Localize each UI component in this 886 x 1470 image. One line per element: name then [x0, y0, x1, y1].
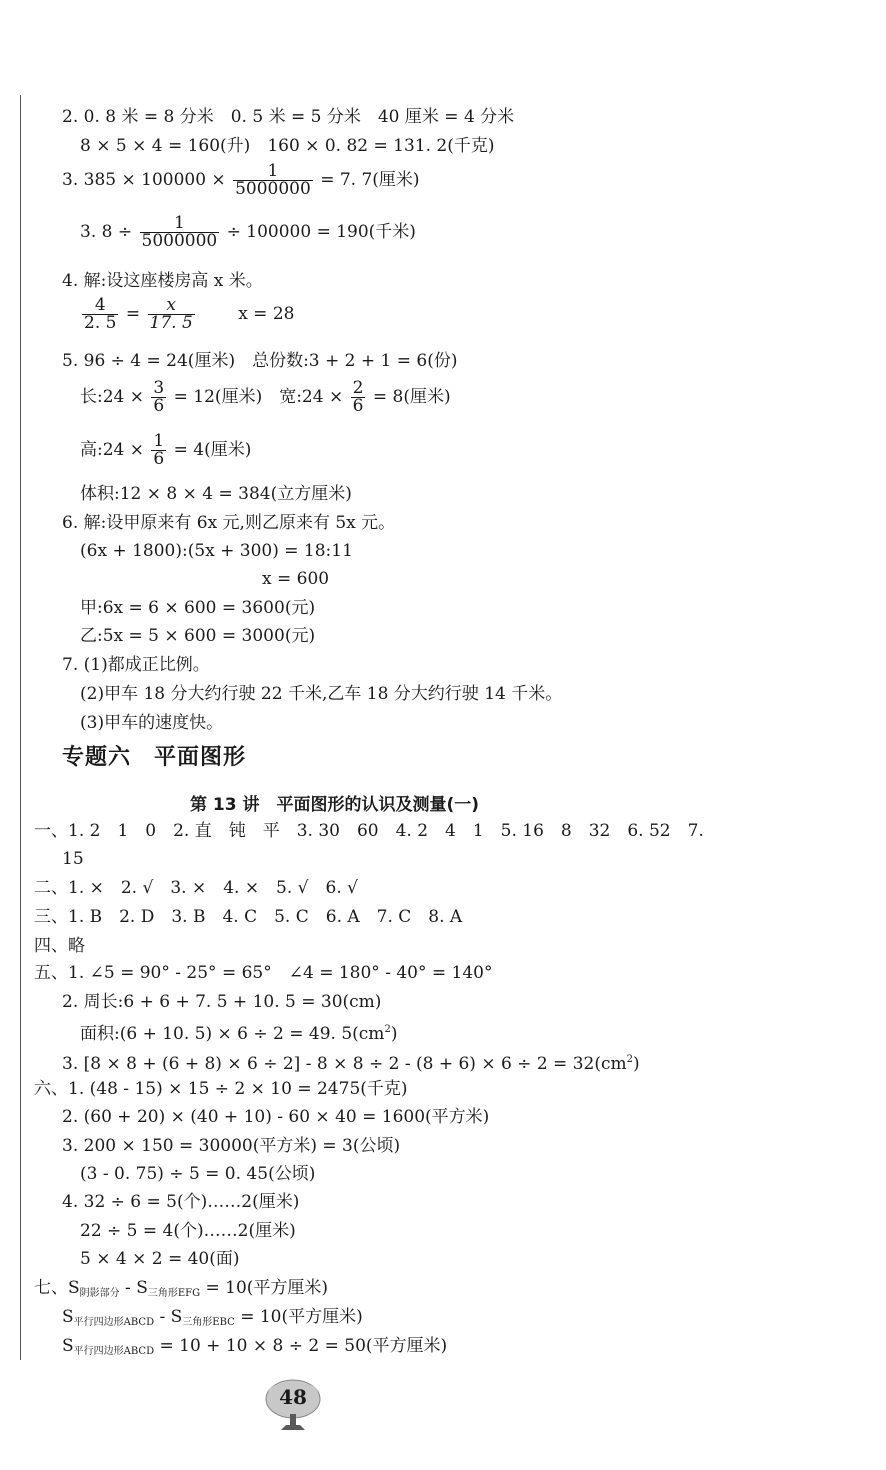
answer-line: 5. 96 ÷ 4 = 24(厘米) 总份数:3 + 2 + 1 = 6(份): [62, 351, 458, 371]
answer-line-fraction: 3. 385 × 100000 × $\frac{1}{5000000}$ = 7. 7(厘米): [62, 161, 420, 199]
fraction: $\frac{1}{5000000}$: [235, 161, 311, 199]
fraction: $\frac{2}{6}$: [352, 378, 364, 416]
answer-line: 7. (1)都成正比例。: [62, 655, 210, 675]
answer-line: 3. 200 × 150 = 30000(平方米) = 3(公顷): [62, 1136, 401, 1156]
answer-line: x = 600: [262, 569, 330, 589]
fraction: $\frac{4}{2. 5}$: [84, 295, 117, 333]
answer-line: 3. $[8 \times 8 + (6 + 8) \times 6 \div 2] - 8 \times 8 \div 2 - (8 + 6) \times 6 \div 2 = 32(cm^2)$: [62, 1054, 640, 1074]
answer-line: 8 × 5 × 4 = 160(升) 160 × 0. 82 = 131. 2(千克): [80, 136, 495, 156]
answer-line: 6. 解:设甲原来有 6x 元,则乙原来有 5x 元。: [62, 513, 396, 533]
lecture-heading: 第 13 讲 平面图形的认识及测量(一): [190, 795, 480, 815]
answer-line: 4. 解:设这座楼房高 x 米。: [62, 271, 263, 291]
answer-line: 二、1. × 2. √ 3. × 4. × 5. √ 6. √: [34, 878, 358, 898]
answer-line: $S_{平行四边形ABCD} - S_{三角形EBC} = 10$(平方厘米): [62, 1307, 363, 1328]
answer-line: 四、略: [34, 936, 85, 956]
answer-line: 22 ÷ 5 = 4(个)……2(厘米): [80, 1221, 296, 1241]
fraction: $\frac{x}{17. 5}$: [149, 295, 193, 333]
answer-line: 一、1. 2 1 0 2. 直 钝 平 3. 30 60 4. 2 4 1 5. 16 8 32 6. 52 7.: [34, 821, 704, 841]
section-heading: 专题六 平面图形: [62, 745, 247, 770]
fraction: $\frac{1}{5000000}$: [141, 213, 218, 251]
answer-line: 乙:5x = 5 × 600 = 3000(元): [80, 626, 316, 646]
fraction: $\frac{1}{6}$: [153, 431, 165, 469]
margin-rule: [20, 95, 21, 1360]
answer-line: 5 × 4 × 2 = 40(面): [80, 1249, 240, 1269]
answer-line: (3)甲车的速度快。: [80, 713, 224, 733]
fraction: $\frac{3}{6}$: [153, 378, 165, 416]
answer-line: 2. (60 + 20) × (40 + 10) - 60 × 40 = 1600(平方米): [62, 1107, 490, 1127]
answer-line: $S_{平行四边形ABCD} = 10 + 10 \times 8 \div 2 = 50$(平方厘米): [62, 1336, 448, 1357]
answer-line-fraction: 高:24 × $\frac{1}{6}$ = 4(厘米): [80, 431, 252, 469]
answer-line: 体积:12 × 8 × 4 = 384(立方厘米): [80, 484, 352, 504]
answer-line: 六、1. (48 - 15) × 15 ÷ 2 × 10 = 2475(千克): [34, 1079, 408, 1099]
answer-line-fraction: 3. 8 ÷ $\frac{1}{5000000}$ ÷ 100000 = 190(千米): [80, 213, 416, 251]
answer-line: (2)甲车 18 分大约行驶 22 千米,乙车 18 分大约行驶 14 千米。: [80, 684, 563, 704]
answer-line: 三、1. B 2. D 3. B 4. C 5. C 6. A 7. C 8. A: [34, 907, 463, 927]
answer-line: 甲:6x = 6 × 600 = 3600(元): [80, 598, 316, 618]
answer-line-fraction: 长:24 × $\frac{3}{6}$ = 12(厘米) 宽:24 × $\frac{2}{6}$ = 8(厘米): [80, 378, 451, 416]
answer-line: (3 - 0. 75) ÷ 5 = 0. 45(公顷): [80, 1164, 316, 1184]
answer-line: 4. 32 ÷ 6 = 5(个)……2(厘米): [62, 1192, 300, 1212]
answer-line: 七、$S_{阴影部分} - S_{三角形EFG} = 10$(平方厘米): [34, 1278, 329, 1299]
page-number: 48: [279, 1385, 307, 1409]
answer-line: 五、1. ∠5 = 90° - 25° = 65° ∠4 = 180° - 40° = 140°: [34, 963, 493, 983]
answer-line: 2. 0. 8 米 = 8 分米 0. 5 米 = 5 分米 40 厘米 = 4 分米: [62, 107, 515, 127]
answer-line: (6x + 1800):(5x + 300) = 18:11: [80, 541, 353, 561]
answer-line-fraction: $\frac{4}{2. 5}$ = $\frac{x}{17. 5}$ x = 28: [84, 295, 295, 333]
page-number-badge: [263, 1378, 323, 1433]
answer-line: 2. 周长:6 + 6 + 7. 5 + 10. 5 = 30(cm): [62, 992, 382, 1012]
answer-line: 15: [62, 849, 84, 869]
answer-line: 面积:(6 + 10. 5) × 6 ÷ 2 = 49. $5(cm^2)$: [80, 1024, 398, 1044]
